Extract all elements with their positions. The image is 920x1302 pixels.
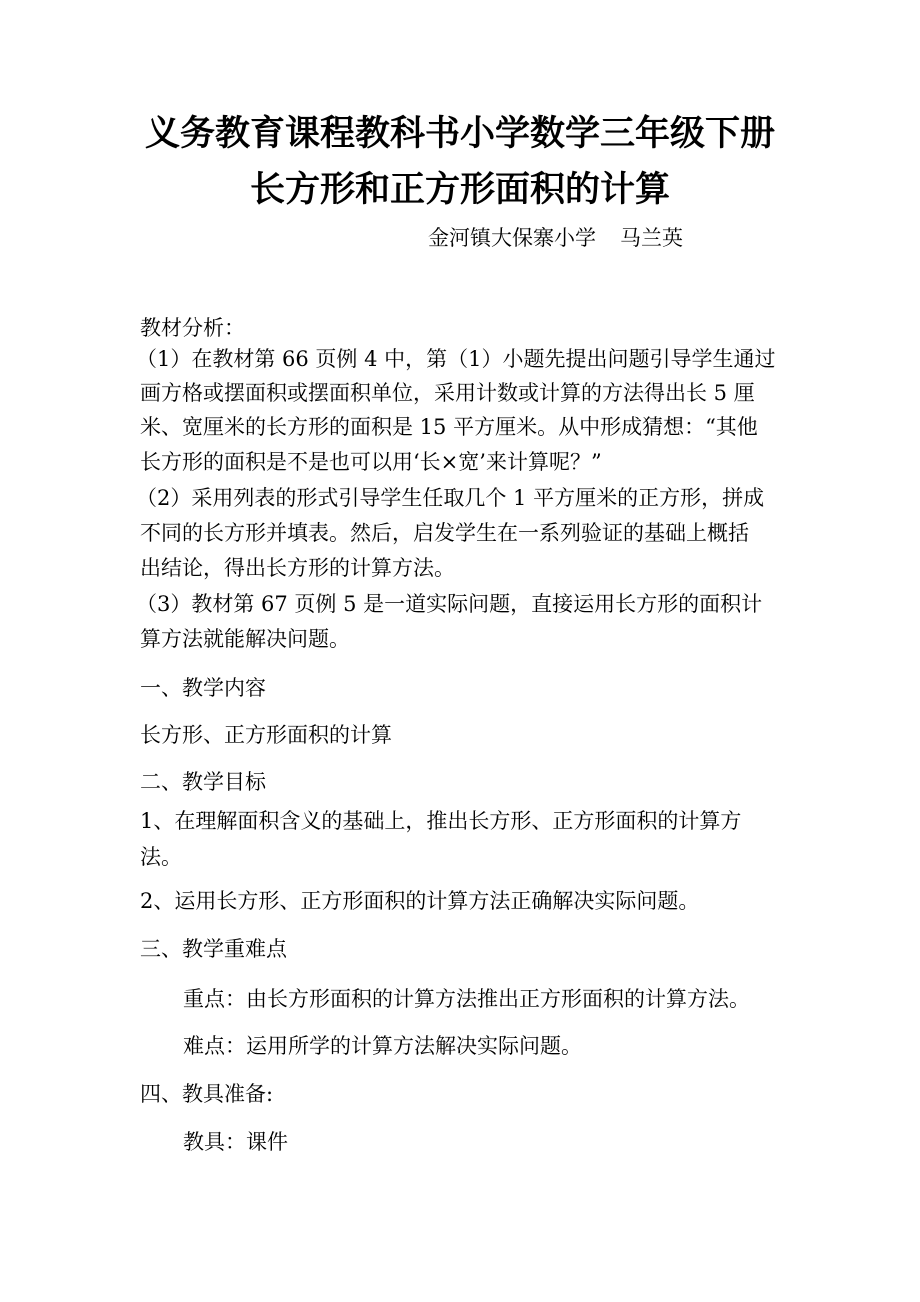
section-heading-content: 一、教学内容 (140, 676, 266, 700)
author-line (428, 224, 683, 252)
analysis-line: 长方形的面积是不是也可以用‘长×宽’来计算呢？” (140, 450, 602, 474)
school-name: 金河镇大保寨小学 (428, 226, 596, 250)
goal-1-line1: 1、在理解面积含义的基础上，推出长方形、正方形面积的计算方 (140, 809, 742, 833)
teaching-content: 长方形、正方形面积的计算 (140, 723, 392, 747)
goal-1-line2: 法。 (140, 845, 182, 869)
section-heading-key-points: 三、教学重难点 (140, 937, 287, 961)
document-title-line1: 义务教育课程教科书小学数学三年级下册 (144, 113, 775, 154)
analysis-line: 画方格或摆面积或摆面积单位，采用计数或计算的方法得出长 5 厘 (140, 381, 755, 405)
analysis-line: 出结论，得出长方形的计算方法。 (140, 556, 455, 580)
author-name: 马兰英 (620, 226, 683, 250)
analysis-heading: 教材分析： (140, 316, 245, 340)
analysis-line: （2）采用列表的形式引导学生任取几个 1 平方厘米的正方形，拼成 (136, 486, 765, 510)
analysis-line: （1）在教材第 66 页例 4 中，第（1）小题先提出问题引导学生通过 (136, 347, 776, 371)
key-point: 重点：由长方形面积的计算方法推出正方形面积的计算方法。 (183, 987, 750, 1011)
analysis-line: （3）教材第 67 页例 5 是一道实际问题，直接运用长方形的面积计 (136, 592, 763, 616)
section-heading-tools: 四、教具准备: (140, 1082, 274, 1106)
analysis-line: 米、宽厘米的长方形的面积是 15 平方厘米。从中形成猜想：“其他 (140, 415, 758, 439)
section-heading-goals: 二、教学目标 (140, 770, 266, 794)
difficult-point: 难点：运用所学的计算方法解决实际问题。 (183, 1034, 582, 1058)
analysis-line: 不同的长方形并填表。然后，启发学生在一系列验证的基础上概括 (140, 521, 749, 545)
teaching-tools: 教具：课件 (183, 1130, 288, 1154)
analysis-line: 算方法就能解决问题。 (140, 627, 350, 651)
goal-2: 2、运用长方形、正方形面积的计算方法正确解决实际问题。 (140, 889, 700, 913)
document-title-line2: 长方形和正方形面积的计算 (249, 169, 670, 210)
